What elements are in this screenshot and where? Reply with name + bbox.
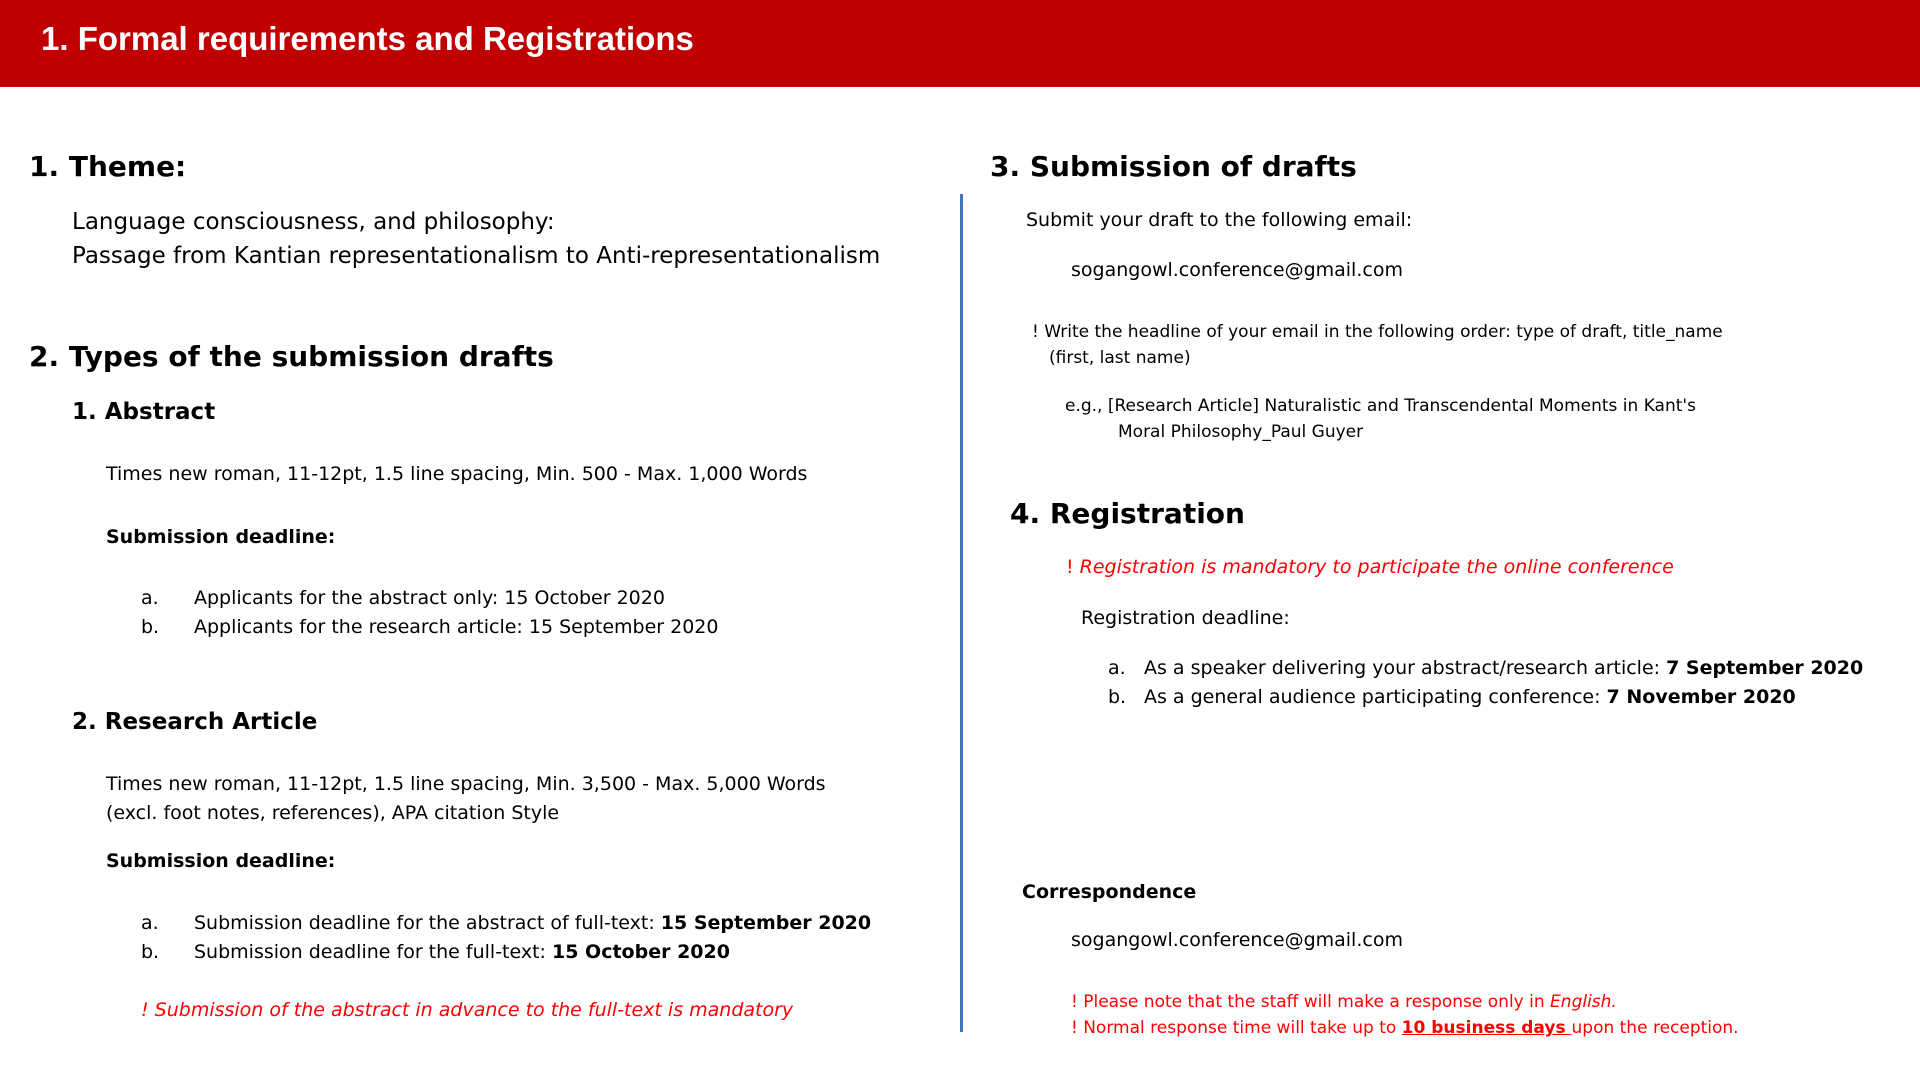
article-spec-line-1: Times new roman, 11-12pt, 1.5 line spacing, Min. 3,500 - Max. 5,000 Words [106,773,826,795]
abstract-deadline-label: Submission deadline: [106,526,336,548]
theme-line-1: Language consciousness, and philosophy: [72,209,555,235]
submission-email: sogangowl.conference@gmail.com [1071,259,1403,281]
correspondence-email: sogangowl.conference@gmail.com [1071,929,1403,951]
abstract-deadline-item: Applicants for the abstract only: 15 October 2020 [194,587,665,609]
list-marker: b. [141,616,160,638]
list-marker: a. [141,587,159,609]
list-marker: a. [141,912,159,934]
headline-note-line-2: (first, last name) [1049,348,1191,368]
registration-heading: 4. Registration [1010,497,1245,530]
registration-mandatory-note: ! Registration is mandatory to participate the online conference [1066,556,1674,578]
registration-deadline-label: Registration deadline: [1081,607,1290,629]
article-deadline-label: Submission deadline: [106,850,336,872]
correspondence-heading: Correspondence [1022,881,1197,903]
abstract-heading: 1. Abstract [72,399,216,425]
article-heading: 2. Research Article [72,709,318,735]
submission-heading: 3. Submission of drafts [990,150,1357,183]
example-line-2: Moral Philosophy_Paul Guyer [1118,422,1364,442]
submission-intro: Submit your draft to the following email: [1026,209,1413,231]
response-days: 10 business days [1401,1018,1572,1038]
types-heading: 2. Types of the submission drafts [29,340,554,373]
theme-heading: 1. Theme: [29,150,187,183]
article-deadline-item: Submission deadline for the abstract of full-text: 15 September 2020 [194,912,872,934]
list-marker: b. [141,941,160,963]
theme-line-2: Passage from Kantian representationalism to Anti-representationalism [72,243,881,269]
registration-deadline-item: As a speaker delivering your abstract/research article: 7 September 2020 [1144,657,1864,679]
article-deadline-item: Submission deadline for the full-text: 15 October 2020 [194,941,730,963]
page-title: 1. Formal requirements and Registrations [41,20,694,57]
deadline-date: 7 September 2020 [1666,657,1864,679]
response-language-note: ! Please note that the staff will make a response only in English. [1071,992,1617,1012]
list-marker: b. [1108,686,1127,708]
list-marker: a. [1108,657,1126,679]
registration-deadline-item: As a general audience participating conference: 7 November 2020 [1144,686,1796,708]
headline-note-line-1: ! Write the headline of your email in the following order: type of draft, title_name [1032,322,1723,342]
deadline-date: 15 September 2020 [660,912,872,934]
header-banner [0,0,1920,87]
example-line-1: e.g., [Research Article] Naturalistic and Transcendental Moments in Kant's [1065,396,1696,416]
deadline-date: 15 October 2020 [552,941,730,963]
deadline-date: 7 November 2020 [1606,686,1796,708]
abstract-spec: Times new roman, 11-12pt, 1.5 line spacing, Min. 500 - Max. 1,000 Words [106,463,808,485]
article-mandatory-note: ! Submission of the abstract in advance to the full-text is mandatory [141,999,794,1021]
column-divider [960,194,963,1032]
response-time-note: ! Normal response time will take up to 10 business days upon the reception. [1071,1018,1739,1038]
abstract-deadline-item: Applicants for the research article: 15 September 2020 [194,616,719,638]
article-spec-line-2: (excl. foot notes, references), APA citation Style [106,802,560,824]
